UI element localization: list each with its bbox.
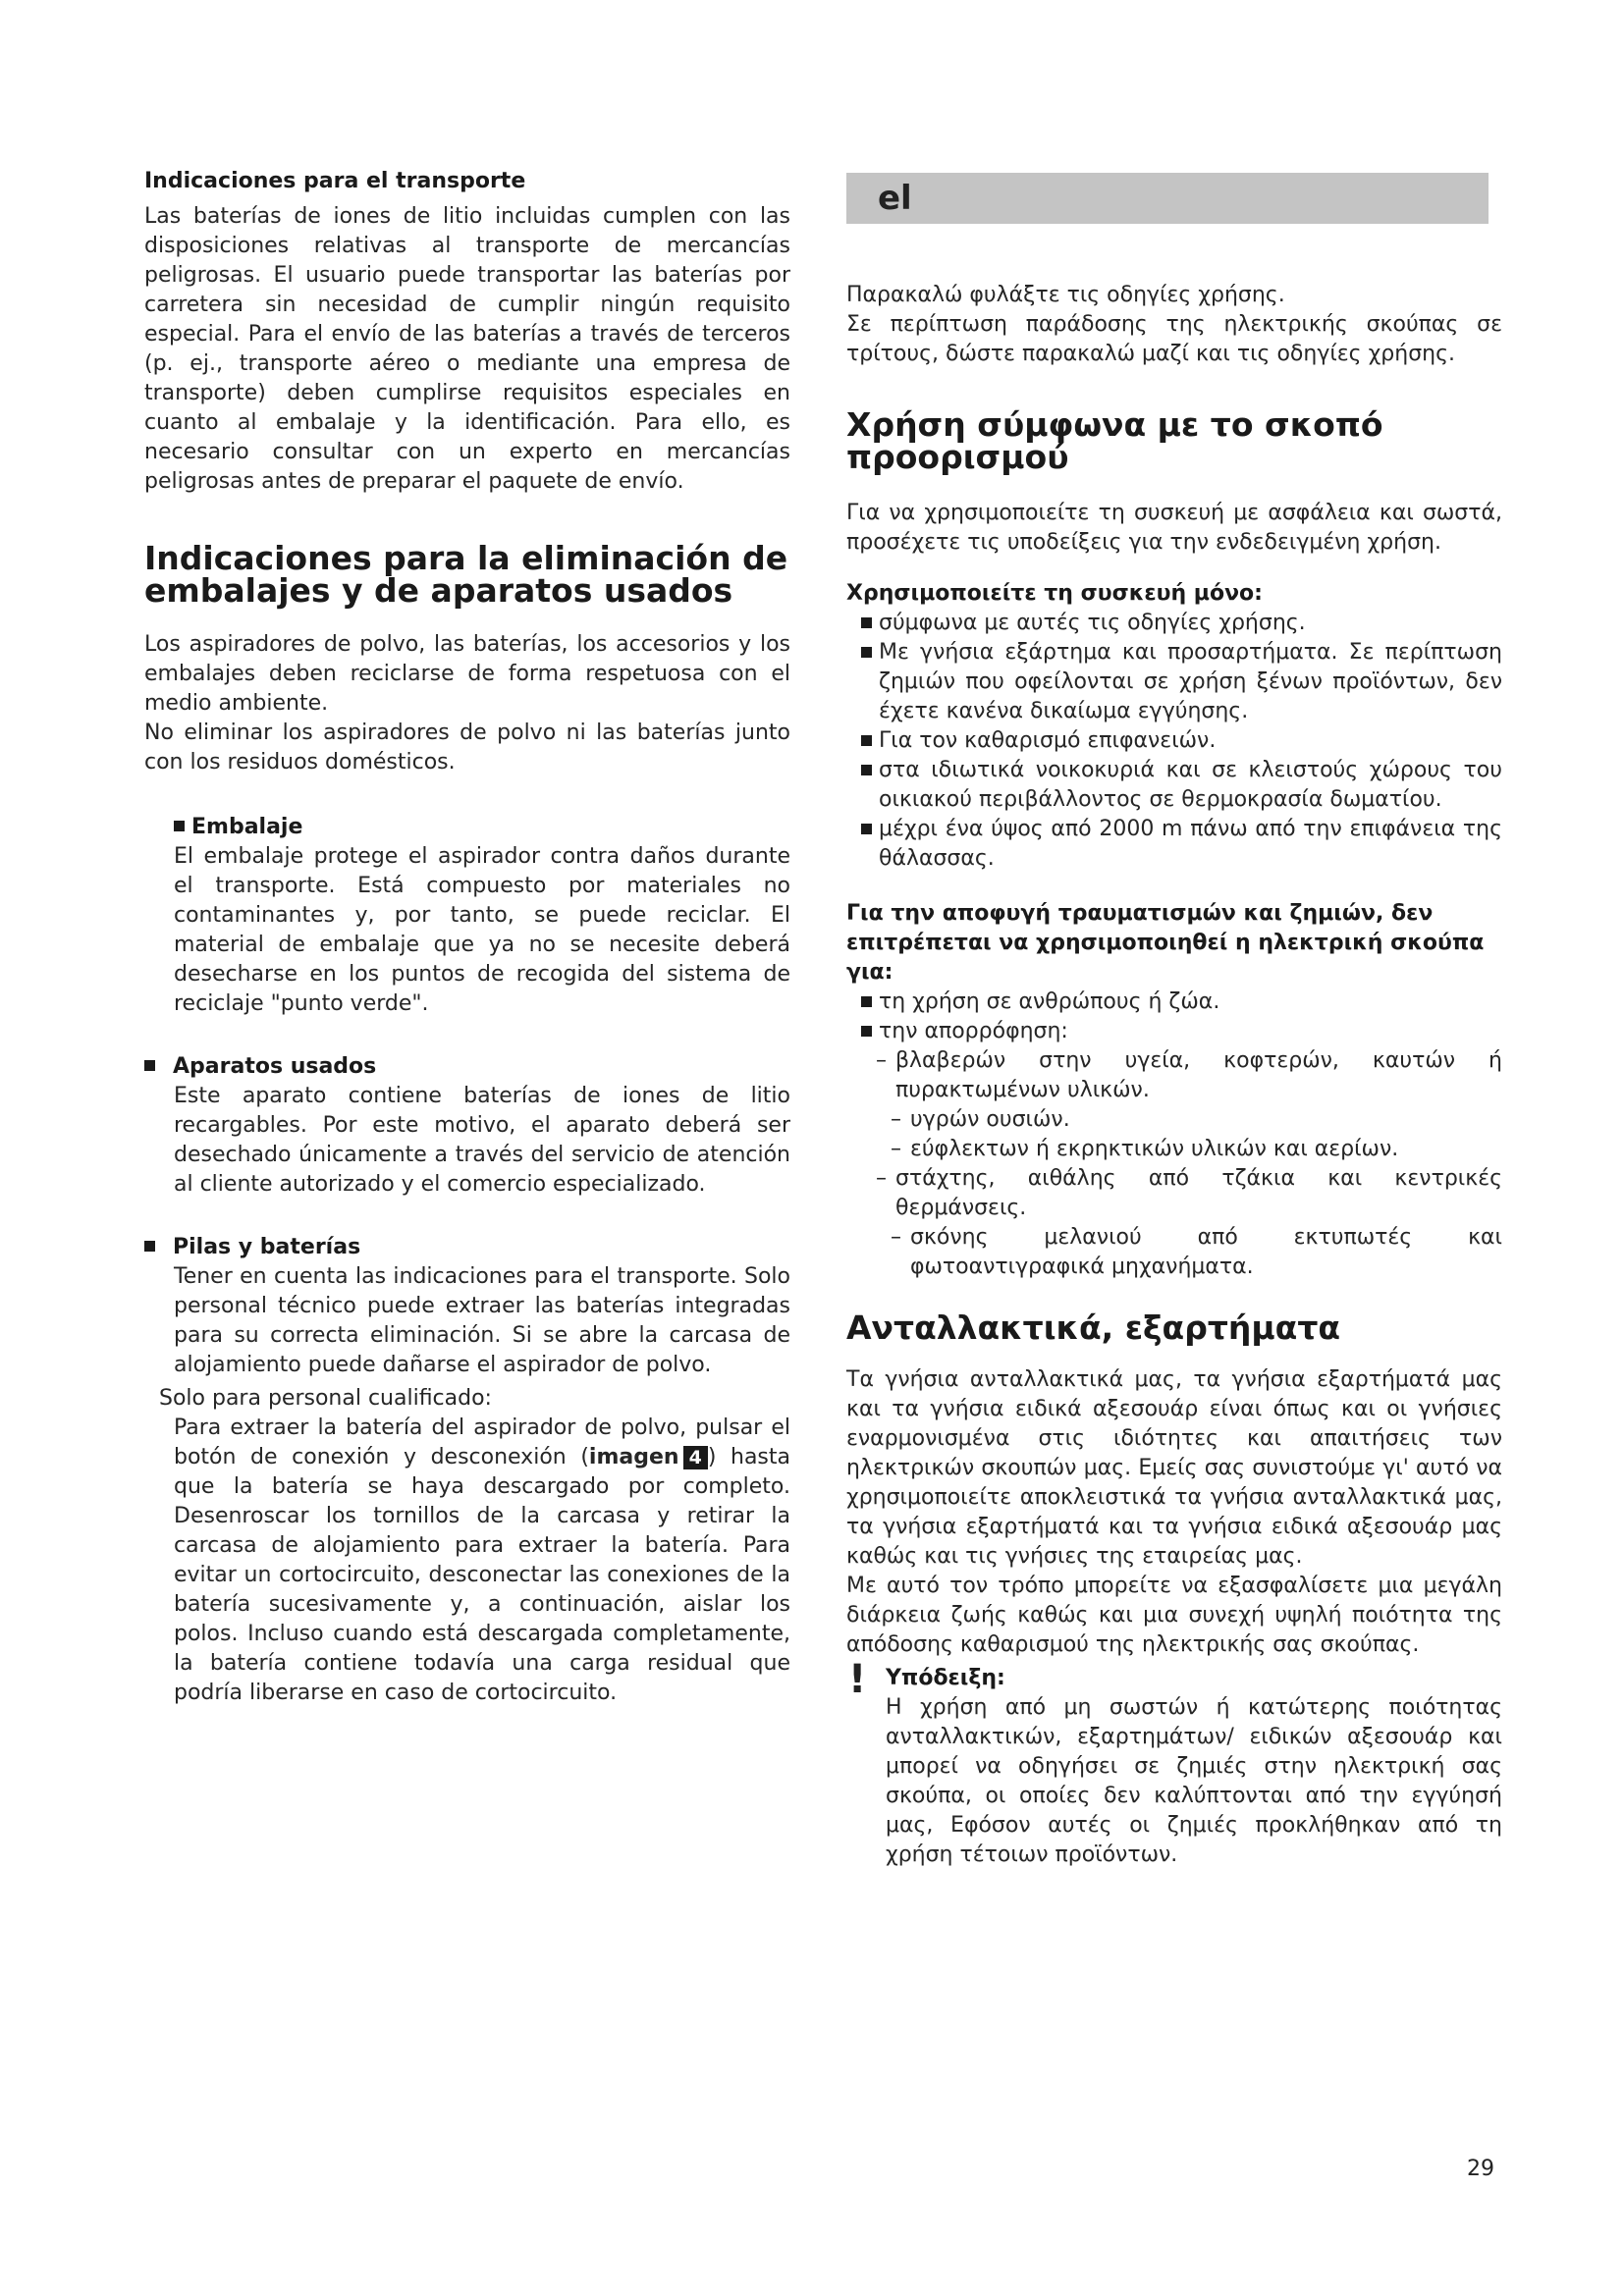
extract-text: Para extraer la batería del aspirador de polvo, pulsar el botón de conexión y desconexión (imagen 4 ) hasta que la batería se haya descargado por completo. Desenroscar los tornillos de la carcasa y retirar la carcasa de alojamiento para extraer la batería. Para evitar un cortocircuito, desconectar las conexiones de la batería sucesivamente y, a continuación, aislar los polos. Incluso cuando está descargada completamente, la batería contiene todavía una carga residual que podría liberarse en caso de cortocircuito. <box>174 1415 790 1705</box>
intro-text-1: Παρακαλώ φυλάξτε τις οδηγίες χρήσης. <box>846 283 1285 307</box>
left-column <box>144 167 790 1708</box>
list-item: – στάχτης, αιθάλης από τζάκια και κεντρικές θερμάνσεις. <box>876 1166 1502 1220</box>
transport-text: Las baterías de iones de litio incluidas cumplen con las disposiciones relativas al transporte de mercancías peligrosas. El usuario puede transportar las baterías por carretera sin necesidad de cumplir ningún requisito especial. Para el envío de las baterías a través de terceros (p. ej., transporte aéreo o mediante una empresa de transporte) deben cumplirse requisitos especiales en cuanto al embalaje y la identificación. Para ello, es necesario consultar con un experto en mercancías peligrosas antes de preparar el paquete de envío. <box>144 204 790 494</box>
right-column <box>846 167 1502 1870</box>
disposal-heading: Indicaciones para la eliminación de embalajes y de aparatos usados <box>144 539 788 610</box>
batteries-section <box>144 1233 790 1708</box>
bullet-icon <box>174 821 185 831</box>
bullet-icon <box>144 1060 155 1071</box>
list-item: μέχρι ένα ύψος από 2000 m πάνω από την επιφάνεια της θάλασσας. <box>861 815 1502 874</box>
list-item: την απορρόφηση: <box>861 1017 1502 1046</box>
parts-heading: Ανταλλακτικά, εξαρτήματα <box>846 1308 1341 1347</box>
use-text: Για να χρησιμοποιείτε τη συσκευή με ασφάλεια και σωστά, προσέχετε τις υποδείξεις για την ενδεδειγμένη χρήση. <box>846 501 1502 555</box>
figure-ref: imagen <box>588 1445 679 1469</box>
list-item: σύμφωνα με αυτές τις οδηγίες χρήσης. <box>861 609 1502 638</box>
warning-icon: ! <box>848 1657 867 1702</box>
avoid-heading: Για την αποφυγή τραυματισμών και ζημιών, δεν επιτρέπεται να χρησιμοποιηθεί η ηλεκτρική σκούπα για: <box>846 901 1485 985</box>
parts-text-1: Τα γνήσια ανταλλακτικά μας, τα γνήσια εξαρτήματά μας και τα γνήσια ειδικά αξεσουάρ είναι όπως και οι γνήσιες εναρμονισμένα στις ιδιότητες και απαιτήσεις των ηλεκτρικών σκουπών μας. Εμείς σας συνιστούμε γι' αυτό να χρησιμοποιείτε αποκλειστικά τα γνήσια ανταλλακτικά μας, τα γνήσια εξαρτήματά και τα γνήσια ειδικά αξεσουάρ μας καθώς και τις γνήσιες της εταιρείας μας. <box>846 1367 1502 1569</box>
batteries-heading: Pilas y baterías <box>173 1235 361 1259</box>
list-item: στα ιδιωτικά νοικοκυριά και σε κλειστούς χώρους του οικιακού περιβάλλοντος σε θερμοκρασία δωματίου. <box>861 756 1502 815</box>
qualified-label: Solo para personal cualificado: <box>159 1386 492 1411</box>
use-list <box>846 609 1502 874</box>
parts-text-2: Με αυτό τον τρόπο μπορείτε να εξασφαλίσετε μια μεγάλη διάρκεια ζωής καθώς και μια συνεχή υψηλή ποιότητα της απόδοσης καθαρισμού της ηλεκτρικής σας σκούπας. <box>846 1574 1502 1657</box>
note-heading: Υπόδειξη: <box>886 1666 1005 1690</box>
disposal-text-2: No eliminar los aspiradores de polvo ni las baterías junto con los residuos domésticos. <box>144 721 790 774</box>
list-item: – υγρών ουσιών. <box>891 1107 1070 1132</box>
language-code: el <box>878 179 912 218</box>
use-heading: Χρήση σύμφωνα με το σκοπό προορισμού <box>846 405 1383 476</box>
packaging-text: El embalaje protege el aspirador contra daños durante el transporte. Está compuesto por materiales no contaminantes y, por tanto, se puede reciclar. El material de embalaje que ya no se necesite deberá desecharse en los puntos de recogida del sistema de reciclaje "punto verde". <box>174 844 790 1016</box>
list-item: – εύφλεκτων ή εκρηκτικών υλικών και αερίων. <box>891 1137 1399 1161</box>
language-bar <box>846 173 1489 224</box>
list-item: – σκόνης μελανιού από εκτυπωτές και φωτοαντιγραφικά μηχανήματα. <box>891 1225 1502 1279</box>
use-only-heading: Χρησιμοποιείτε τη συσκευή μόνο: <box>846 581 1263 606</box>
disposal-text-1: Los aspiradores de polvo, las baterías, los accesorios y los embalajes deben reciclarse de forma respetuosa con el medio ambiente. <box>144 632 790 716</box>
used-text: Este aparato contiene baterías de iones de litio recargables. Por este motivo, el aparato deberá ser desechado únicamente a través del servicio de atención al cliente autorizado y el comercio especializado. <box>174 1084 790 1197</box>
packaging-heading: Embalaje <box>191 815 303 839</box>
intro-text-2: Σε περίπτωση παράδοσης της ηλεκτρικής σκούπας σε τρίτους, δώστε παρακαλώ μαζί και τις οδηγίες χρήσης. <box>846 312 1502 366</box>
batteries-text: Tener en cuenta las indicaciones para el transporte. Solo personal técnico puede extraer las baterías integradas para su correcta eliminación. Si se abre la carcasa de alojamiento puede dañarse el aspirador de polvo. <box>174 1264 790 1377</box>
transport-heading: Indicaciones para el transporte <box>144 169 526 193</box>
list-item: τη χρήση σε ανθρώπους ή ζώα. <box>861 988 1502 1017</box>
bullet-icon <box>144 1241 155 1252</box>
note-box <box>846 1657 1502 1870</box>
list-item: – βλαβερών στην υγεία, κοφτερών, καυτών ή πυρακτωμένων υλικών. <box>876 1048 1502 1102</box>
used-heading: Aparatos usados <box>173 1054 377 1079</box>
avoid-list <box>846 988 1502 1282</box>
figure-number-badge: 4 <box>683 1446 708 1469</box>
note-text: Η χρήση από μη σωστών ή κατώτερης ποιότητας ανταλλακτικών, εξαρτημάτων/ ειδικών αξεσουάρ και μπορεί να οδηγήσει σε ζημιές στην ηλεκτρική σας σκούπα, οι οποίες δεν καλύπτονται από την εγγύησή μας, Εφόσον αυτές οι ζημιές προκλήθηκαν από τη χρήση τέτοιων προϊόντων. <box>886 1695 1502 1867</box>
used-section <box>144 1052 790 1200</box>
page-number: 29 <box>1467 2157 1494 2181</box>
packaging-section <box>144 813 790 1019</box>
list-item: Με γνήσια εξάρτημα και προσαρτήματα. Σε περίπτωση ζημιών που οφείλονται σε χρήση ξένων προϊόντων, δεν έχετε κανένα δικαίωμα εγγύησης. <box>861 638 1502 726</box>
list-item: Για τον καθαρισμό επιφανειών. <box>861 726 1502 756</box>
